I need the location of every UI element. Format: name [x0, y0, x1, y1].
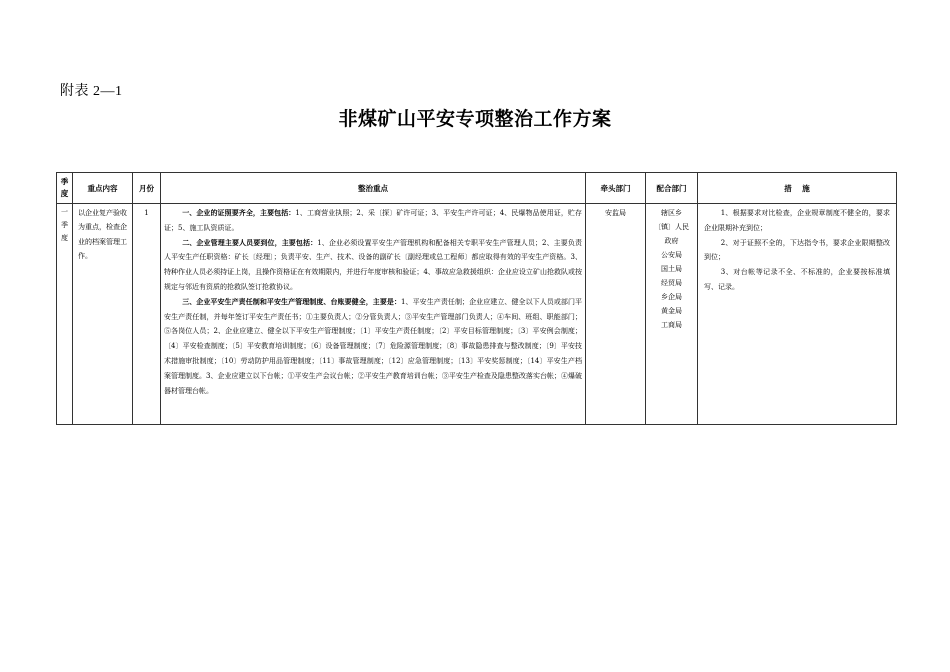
coop-department: 国土局	[661, 265, 682, 273]
coop-department: 〔镇〕人民	[654, 223, 689, 231]
rectify-item	[164, 206, 582, 236]
rectify-cell	[161, 204, 586, 425]
coop-department: 政府	[664, 237, 679, 245]
measure-item: 3、对台帐等记录不全、不标准的，企业要按标准填写、记录。	[704, 268, 890, 291]
header-month: 月份	[133, 173, 161, 204]
rectify-item-heading: 二、企业管理主要人员要到位，主要包括：	[182, 238, 318, 247]
coop-department-cell	[646, 204, 698, 425]
lead-department-cell: 安监局	[586, 204, 646, 425]
work-plan-table	[56, 172, 897, 425]
annex-label: 附表 2—1	[60, 84, 123, 99]
table-row	[57, 204, 897, 425]
rectify-item-heading: 三、企业平安生产责任制和平安生产管理制度、台账要健全，主要是：	[182, 297, 402, 306]
header-coop: 配合部门	[646, 173, 698, 204]
season-char: 度	[61, 234, 68, 242]
rectify-item-heading: 一、企业的证照要齐全，主要包括：	[182, 209, 296, 217]
coop-department: 辖区乡	[661, 209, 682, 217]
focus-cell: 以企业复产验收为重点，检查企业的档案管理工作。	[73, 204, 133, 425]
page-title: 非煤矿山平安专项整治工作方案	[338, 108, 612, 130]
rectify-item-text: 1、工商营业执照；2、采〔探〕矿许可证；3、平安生产许可证；4、民爆物品使用证，贮存证；5、施工队资质证。	[164, 209, 582, 232]
header-focus: 重点内容	[73, 173, 133, 204]
coop-department: 工商局	[661, 321, 682, 329]
season-char: 一	[61, 208, 68, 216]
header-season-char: 度	[60, 189, 69, 198]
header-season	[57, 173, 73, 204]
coop-department: 经贸局	[661, 279, 682, 287]
coop-department: 公安局	[661, 251, 682, 259]
header-rectify: 整治重点	[161, 173, 586, 204]
header-season-char: 季	[60, 177, 69, 186]
rectify-item	[164, 295, 582, 399]
rectify-item-text: 1、企业必须设置平安生产管理机构和配备相关专职平安生产管理人员；2、主要负责人平安生产任职资格：矿长〔经理〕；负责平安、生产、技术、设备的副矿长〔副经理或总工程师〕都应取得有效的平安生产资格。3、特种作业人员必须持证上岗，且操作资格证在有效期限内，并进行年度审核和验证；4、事故应急救援组织：企业应设立矿山抢救队或按规定与邻近有资质的抢救队签订抢救协议。	[164, 238, 583, 291]
rectify-item-text: 1、平安生产责任制；企业应建立、健全以下人员或部门平安生产责任制，并每年签订平安生产责任书；①主要负责人；②分管负责人；③平安生产管理部门负责人；④车间、班组、职能部门；⑤各岗位人员；2、企业应建立、健全以下平安生产管理制度；〔1〕平安生产责任制度；〔2〕平安目标管理制度；〔3〕平安例会制度；〔4〕平安检查制度；〔5〕平安教育培训制度；〔6〕设备管理制度；〔7〕危险源管理制度；〔8〕事故隐患排查与整改制度；〔9〕平安技术措施审批制度；〔10〕劳动防护用品管理制度；〔11〕事故管理制度；〔12〕应急管理制度；〔13〕平安奖惩制度；〔14〕平安生产档案管理制度。3、企业应建立以下台帐；①平安生产会议台帐；②平安生产教育培训台帐；③平安生产检查及隐患整改落实台帐；④爆破器材管理台帐。	[164, 297, 582, 395]
coop-department: 乡企局	[661, 293, 682, 301]
season-char: 季	[61, 221, 68, 229]
header-measures: 措 施	[698, 173, 897, 204]
measure-item: 1、根据要求对比检查，企业规章制度不健全的，要求企业限期补充到位；	[704, 209, 890, 232]
rectify-item	[164, 236, 582, 295]
month-cell: 1	[133, 204, 161, 425]
season-cell	[57, 204, 73, 425]
header-row	[57, 173, 897, 204]
measure-item: 2、对于证照不全的，下达指令书，要求企业限期整改到位；	[704, 238, 890, 262]
coop-department: 黄金局	[661, 307, 682, 315]
measures-cell	[698, 204, 897, 425]
header-lead: 牵头部门	[586, 173, 646, 204]
